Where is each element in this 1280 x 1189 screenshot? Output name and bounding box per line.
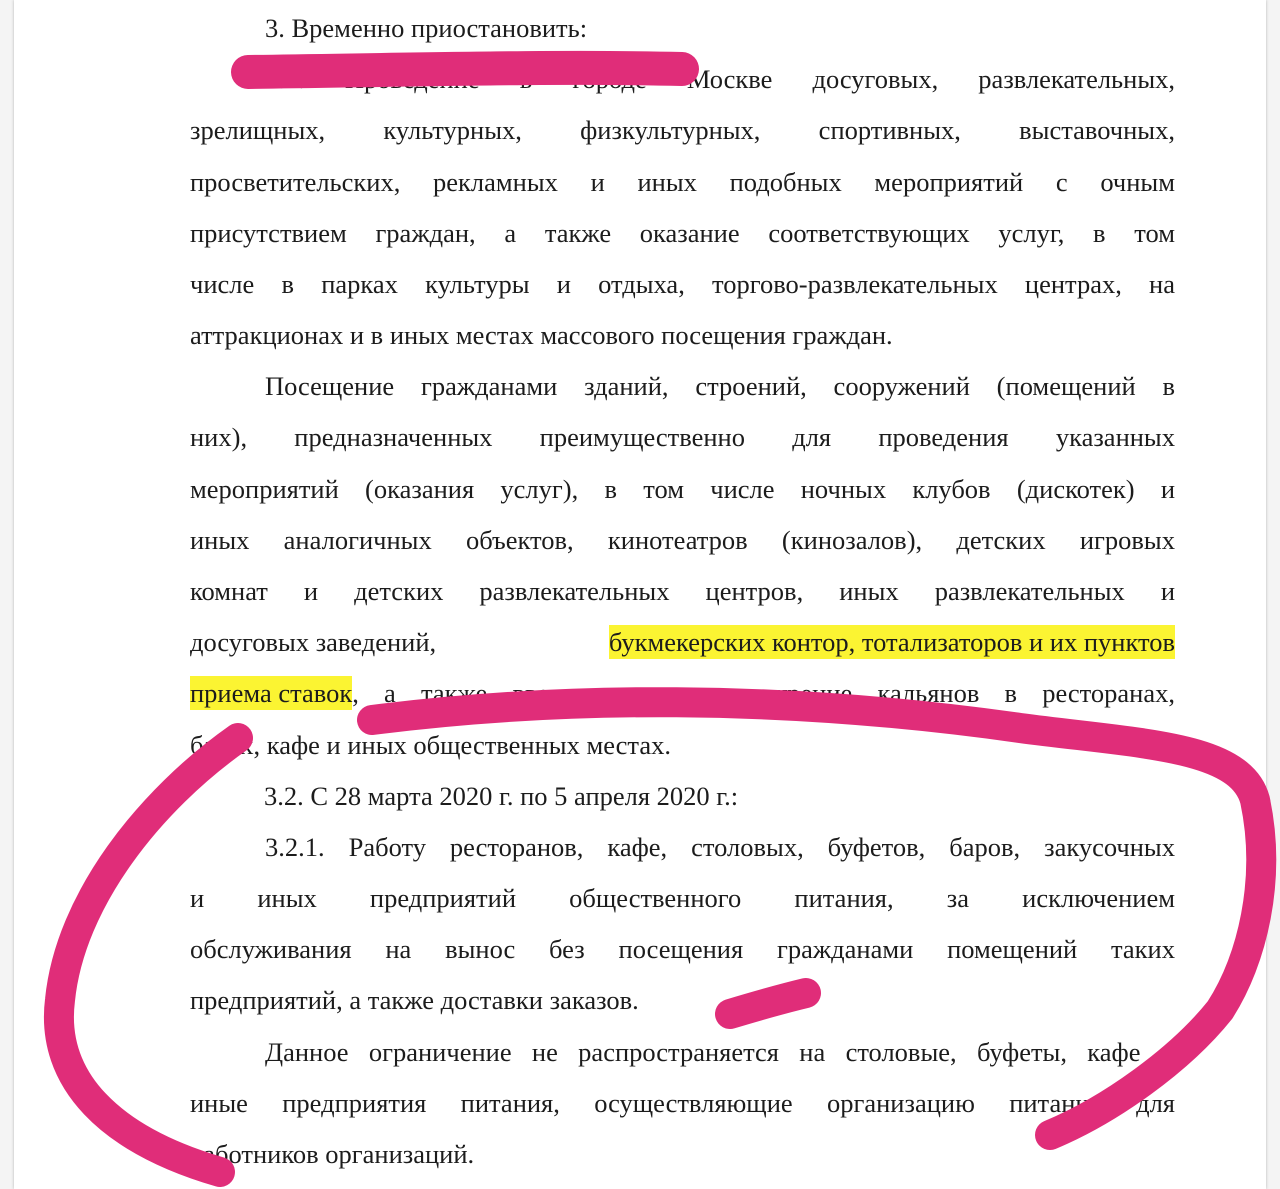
- paragraph-line: иные предприятия питания, осуществляющие организацию питания для: [190, 1088, 1175, 1118]
- line-text: , а также ввести запрет на курение кальянов в ресторанах,: [352, 678, 1175, 708]
- paragraph-line: [190, 625, 1175, 659]
- highlighted-text: букмекерских контор, тотализаторов и их пунктов: [608, 627, 1175, 657]
- section-heading: 3. Временно приостановить:: [265, 13, 588, 43]
- paragraph-line: 3.1. Проведение в городе Москве досуговых, развлекательных,: [265, 64, 1175, 94]
- paragraph-line: мероприятий (оказания услуг), в том числе ночных клубов (дискотек) и: [190, 474, 1175, 504]
- paragraph-line: комнат и детских развлекательных центров, иных развлекательных и: [190, 576, 1175, 606]
- paragraph-line: числе в парках культуры и отдыха, торгово-развлекательных центрах, на: [190, 269, 1175, 299]
- paragraph-line: и иных предприятий общественного питания, за исключением: [190, 883, 1175, 913]
- paragraph-line: Посещение гражданами зданий, строений, сооружений (помещений в: [265, 371, 1175, 401]
- paragraph-line: иных аналогичных объектов, кинотеатров (кинозалов), детских игровых: [190, 525, 1175, 555]
- paragraph-line: предприятий, а также доставки заказов.: [190, 985, 639, 1015]
- highlighted-text: приема ставок: [190, 678, 353, 708]
- paragraph-line: аттракционах и в иных местах массового посещения граждан.: [190, 320, 893, 350]
- line-text: досуговых заведений,: [190, 627, 437, 657]
- paragraph-line: работников организаций.: [190, 1139, 475, 1169]
- paragraph-line: присутствием граждан, а также оказание соответствующих услуг, в том: [190, 218, 1175, 248]
- paragraph-line: обслуживания на вынос без посещения гражданами помещений таких: [190, 934, 1175, 964]
- paragraph-line: барах, кафе и иных общественных местах.: [190, 730, 671, 760]
- paragraph-line: зрелищных, культурных, физкультурных, спортивных, выставочных,: [190, 115, 1175, 145]
- paragraph-line: Данное ограничение не распространяется на столовые, буфеты, кафе и: [265, 1037, 1175, 1067]
- paragraph-line: [190, 676, 1175, 710]
- section-heading: 3.2. С 28 марта 2020 г. по 5 апреля 2020 г.:: [264, 781, 739, 811]
- paragraph-line: 3.2.1. Работу ресторанов, кафе, столовых, буфетов, баров, закусочных: [265, 832, 1175, 862]
- paragraph-line: них), предназначенных преимущественно для проведения указанных: [190, 422, 1175, 452]
- paragraph-line: просветительских, рекламных и иных подобных мероприятий с очным: [190, 167, 1175, 197]
